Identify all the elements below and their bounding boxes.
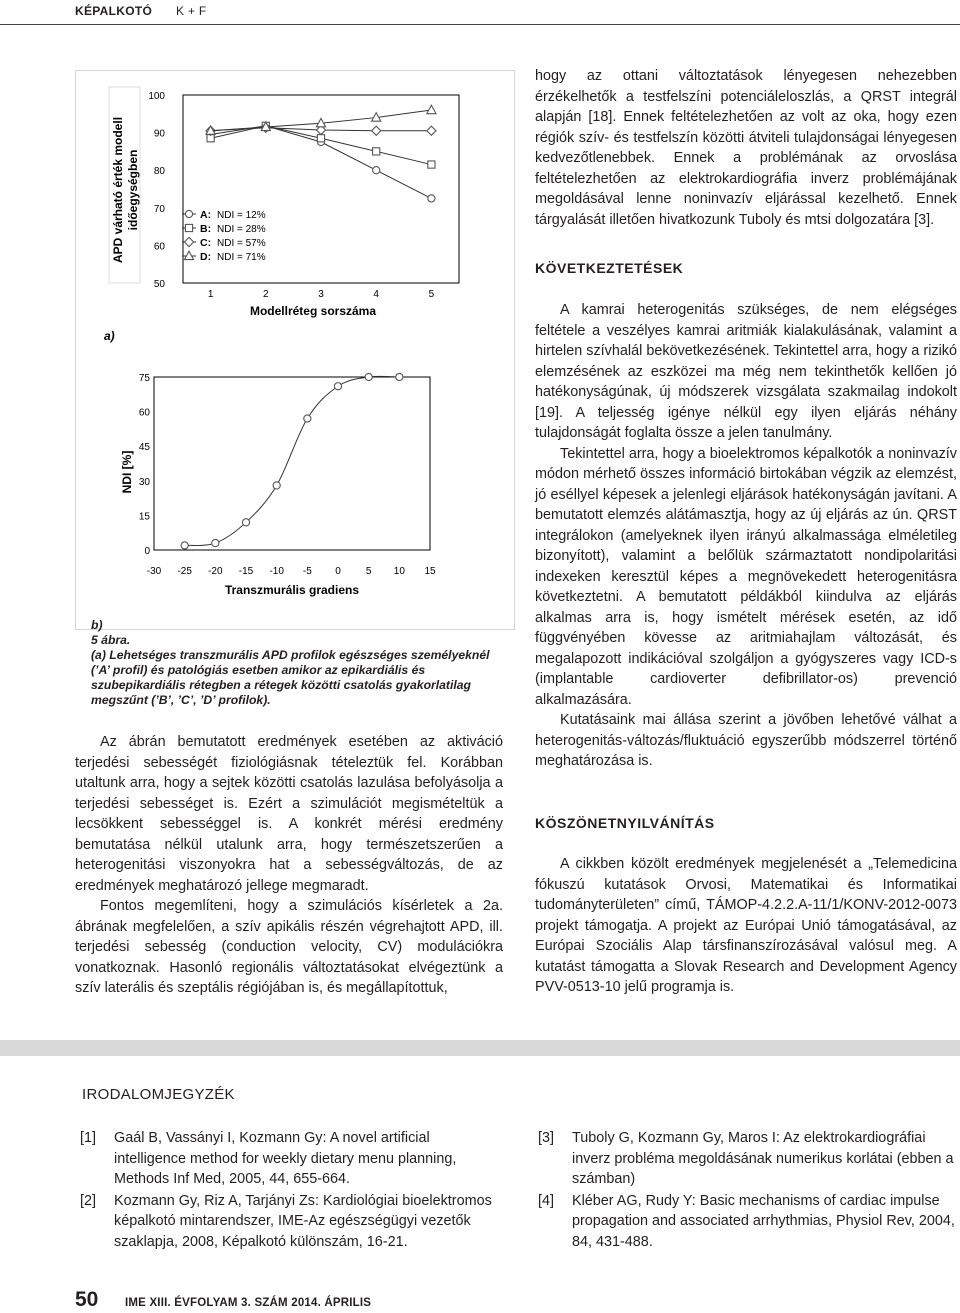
legend-ndi-A: NDI = 12% — [217, 210, 266, 221]
figure-number: 5 ábra. — [91, 633, 131, 647]
right-column-top — [535, 66, 957, 230]
legend-marker-B — [185, 224, 192, 231]
data-point — [365, 373, 372, 380]
y-tick-label: 90 — [153, 128, 165, 140]
x-axis-label: Modellréteg sorszáma — [249, 304, 377, 318]
paragraph: Fontos megemlíteni, hogy a szimulációs kísérletek a 2a. ábrának megfelelően, a szív apikális részén végrehajtott APD, ill. terjedési sebesség (conduction velocity, CV) modulációkra vonatkoznak. Hasonló regionális változtatásokat elvégeztünk a szív laterális és szeptális régiójában is, és megállapítottuk, — [75, 898, 503, 996]
x-tick-label: 5 — [365, 566, 372, 577]
x-tick-label: -10 — [269, 566, 284, 577]
reference-text: Kozmann Gy, Riz A, Tarjányi Zs: Kardiológiai bioelektromos képalkotó mintarendszer, IME-Az egészségügyi vezetők szaklapja, 2008, Képalkotó különszám, 16-21. — [114, 1192, 492, 1250]
x-tick-label: -20 — [208, 566, 223, 577]
x-tick-label: -25 — [177, 566, 192, 577]
data-point — [242, 519, 249, 526]
data-point-A — [373, 167, 380, 174]
header-rule — [0, 24, 960, 25]
heading-conclusions: KÖVETKEZTETÉSEK — [535, 260, 684, 276]
reference-item — [538, 1191, 958, 1253]
figure-caption — [91, 618, 511, 708]
x-tick-label: 5 — [428, 289, 435, 300]
y-axis-label: NDI [%] — [120, 450, 134, 494]
data-point-B — [373, 148, 380, 155]
left-column — [75, 732, 503, 999]
panel-a-label: a) — [104, 329, 115, 343]
legend-ndi-B: NDI = 28% — [217, 224, 266, 235]
x-tick-label: -5 — [302, 566, 312, 577]
references-heading: IRODALOMJEGYZÉK — [82, 1086, 235, 1103]
journal-info: IME XIII. ÉVFOLYAM 3. SZÁM 2014. ÁPRILIS — [125, 1297, 372, 1309]
y-tick-label: 15 — [138, 511, 150, 523]
legend-label-B: B: — [200, 223, 212, 235]
references-left — [80, 1128, 500, 1253]
reference-number: [1] — [80, 1130, 96, 1146]
data-point — [304, 415, 311, 422]
right-column-acknowledgements — [535, 854, 957, 998]
x-tick-label: 3 — [318, 289, 324, 300]
reference-number: [4] — [538, 1192, 554, 1209]
x-tick-label: -30 — [146, 566, 162, 577]
paragraph: Az ábrán bemutatott eredmények esetében az aktiváció terjedési sebességét fiziológiásnak tételeztük fel. Korábban utaltunk arra, hogy a sejtek közötti csatolás lazulása befolyásolja a terjedési sebességet is. Ezért a szimulációt megismételtük a lecsökkent sebességgel is. A konkrét mérési eredmény bemutatása nélkül utalunk arra, hogy természetszerűen a heterogenitási viszonyokra hat a sebességváltozás, de az eredmények meghatározó jellege megmaradt. — [75, 734, 503, 894]
references-right — [538, 1128, 958, 1253]
caption-text: (a) Lehetséges transzmurális APD profilok egészséges személyeknél (’A’ profil) és patológiás esetben amikor az epikardiális és szubepikardiális rétegben a rétegek közötti csatolás gyakorlatilag megszűnt (’B’, ’C’, ’D’ profilok). — [91, 648, 490, 707]
legend-ndi-D: NDI = 71% — [217, 252, 266, 263]
legend-label-C: C: — [200, 237, 212, 249]
reference-item — [80, 1191, 500, 1253]
reference-number: [3] — [538, 1130, 554, 1146]
paragraph: Tekintettel arra, hogy a bioelektromos képalkotók a noninvazív módon mérhető összes információ birtokában végzik az elemzést, jó eséllyel képesek a jelenlegi eljárások hatékonyságán javítani. A bemutatott elemzés alátámasztja, hogy az új eljárás az ún. QRST integrálokon (amelyeknek ilyen irányú alkalmassága elméletileg bizonyított), valamint a belőlük származtatott nondipolaritási indexeken keresztül képes a megnövekedett heterogenitásra következtetni. A bemutatott példákból kiindulva az eljárás alkalmas arra is, hogy ismételt mérések esetén, az idő függvényében kövesse az aritmiahajlam változását, és megalapozott indikációval szolgáljon a gyógyszeres vagy ICD-s (implantable cardioverter defibrillator-os) prevenció alkalmazására. — [535, 445, 957, 708]
y-tick-label: 50 — [153, 279, 165, 290]
reference-number: [2] — [80, 1192, 96, 1209]
y-axis-label: időegységben — [126, 149, 140, 231]
y-tick-label: 100 — [148, 91, 165, 102]
legend-marker-A — [185, 210, 192, 217]
section-band — [0, 1040, 960, 1056]
reference-text: Kléber AG, Rudy Y: Basic mechanisms of cardiac impulse propagation and associated arrhythmias, Physiol Rev, 2004, 84, 431-488. — [572, 1192, 955, 1250]
y-tick-label: 30 — [138, 476, 150, 488]
page-header — [0, 0, 960, 26]
data-point — [396, 373, 403, 380]
reference-item — [80, 1128, 500, 1190]
y-tick-label: 0 — [144, 546, 150, 557]
x-tick-label: 1 — [207, 289, 214, 300]
heading-acknowledgements: KÖSZÖNETNYILVÁNÍTÁS — [535, 815, 715, 831]
section-title: KÉPALKOTÓ — [75, 4, 153, 18]
legend-ndi-C: NDI = 57% — [217, 238, 266, 249]
x-tick-label: 15 — [424, 566, 436, 577]
data-point — [334, 383, 341, 390]
x-tick-label: 10 — [393, 566, 405, 577]
data-point — [181, 542, 188, 549]
reference-text: Tuboly G, Kozmann Gy, Maros I: Az elektrokardiográfiai inverz probléma megoldásának numerikus korlátai (ebben a számban) — [572, 1130, 954, 1187]
y-tick-label: 70 — [153, 203, 165, 215]
data-point-B — [317, 135, 324, 142]
data-point — [212, 539, 219, 546]
legend-label-D: D: — [200, 251, 212, 263]
reference-text: Gaál B, Vassányi I, Kozmann Gy: A novel artificial intelligence method for weekly dietary menu planning, Methods Inf Med, 2005, 44, 655-664. — [114, 1130, 457, 1187]
panel-b-label: b) — [91, 618, 103, 632]
x-tick-label: 2 — [263, 289, 269, 300]
x-tick-label: 4 — [373, 289, 379, 300]
page-number: 50 — [75, 1288, 99, 1311]
paragraph: Kutatásaink mai állása szerint a jövőben lehetővé válhat a heterogenitás-változás/fluktuáció egyszerűbb módszerrel történő meghatározása is. — [535, 712, 957, 769]
paragraph: A cikkben közölt eredmények megjelenését a „Telemedicina fókuszú kutatások Orvosi, Matematikai és Informatikai tudományterületen” című, TÁMOP-4.2.2.A-11/1/KONV-2012-0073 projekt támogatja. A projekt az Európai Unió támogatásával, az Európai Szociális Alap társfinanszírozásával valósul meg. A kutatást támogatta a Slovak Research and Development Agency PVV-0513-10 jelű programja is. — [535, 856, 957, 995]
y-tick-label: 75 — [138, 373, 150, 384]
data-point — [273, 482, 280, 489]
y-tick-label: 80 — [153, 166, 165, 178]
y-tick-label: 60 — [138, 407, 150, 419]
paragraph: A kamrai heterogenitás szükséges, de nem elégséges feltétele a veszélyes kamrai aritmiák kialakulásának, valamint a hirtelen szívhalál bekövetkezésének. Tekintettel arra, hogy a rizikó elemzésének az eszközei ma még nem tekinthetők kellően jó hatékonyságúnak, új módszerek vizsgálata szakmailag indokolt [19]. A teljesség igénye nélkül egy ilyen eljárás néhány tulajdonságát foglalta össze a jelen tanulmány. — [535, 302, 957, 441]
right-column-conclusions — [535, 300, 957, 772]
x-tick-label: -15 — [238, 566, 254, 577]
x-tick-label: 0 — [335, 566, 341, 577]
y-axis-label: APD várható érték modell — [111, 116, 125, 264]
paragraph: hogy az ottani változtatások lényegesen nehezebben érzékelhetők a testfelszíni potenciáleloszlás, a QRST integrál alapján [18]. Ennek feltételezhetően az volt az oka, hogy ezen régiók szív- és testfelszín közötti átviteli tulajdonságai lényegesen kedvezőtlenebbek. Ennek a problémának az orvoslása feltételezhetően az elektrokardiográfia inverz problémájának megoldásával lenne noninvazív eljárással kezelhető. Ennek tárgyalását illetően hivatkozunk Tuboly és mtsi dolgozatára [3]. — [535, 68, 957, 228]
y-tick-label: 45 — [138, 442, 150, 454]
x-axis-label: Transzmurális gradiens — [224, 583, 360, 597]
data-point-A — [428, 195, 435, 202]
data-point-B — [428, 161, 435, 168]
chart-ndi-gradient — [120, 373, 436, 597]
chart-apd-profiles — [109, 87, 459, 318]
figure-5 — [75, 70, 515, 630]
reference-item — [538, 1128, 958, 1190]
y-tick-label: 60 — [153, 241, 165, 253]
plot-area — [154, 377, 430, 550]
legend-label-A: A: — [200, 209, 212, 221]
section-subtitle: K + F — [176, 4, 207, 18]
